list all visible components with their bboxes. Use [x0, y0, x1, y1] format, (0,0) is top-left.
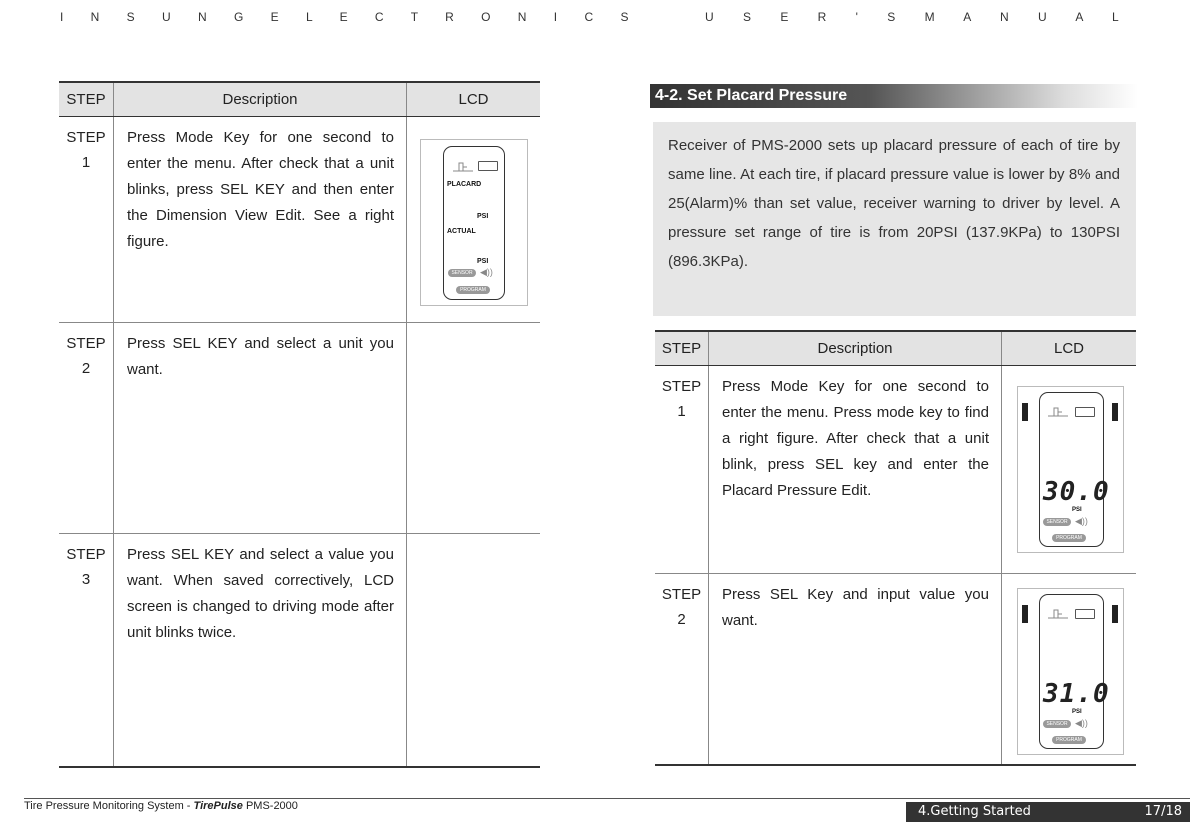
- battery-icon: [478, 161, 498, 171]
- step-cell: [655, 365, 709, 573]
- step-label: STEP: [66, 334, 106, 352]
- section-intro: Receiver of PMS-2000 sets up placard pressure of each of tire by same line. At each tire, if placard pressure value is lower by 8% and 25(Alarm)% than set value, receiver warning to driver by level. A pressure set range of tire is from 20PSI (137.9KPa) to 130PSI (896.3KPa).: [653, 122, 1136, 316]
- lcd-psi-label: PSI: [477, 212, 489, 220]
- step-number: 1: [81, 153, 91, 171]
- speaker-icon: ◀)): [1075, 515, 1088, 526]
- step-cell: [59, 116, 114, 322]
- right-step-table: [655, 330, 1136, 766]
- footer-product: [24, 800, 298, 812]
- sensor-indicator: SENSOR: [1043, 518, 1071, 526]
- step-description: Press Mode Key for one second to enter the menu. Press mode key to find a right figure. After check that a unit blink, press SEL key and enter the Placard Pressure Edit.: [709, 365, 1002, 573]
- lcd-pressure-value: 31.0: [1043, 678, 1110, 709]
- tire-icon: [1046, 404, 1070, 418]
- lcd-pressure-value: 30.0: [1043, 476, 1110, 507]
- battery-icon: [1075, 609, 1095, 619]
- footer-prefix: Tire Pressure Monitoring System -: [24, 800, 191, 812]
- step-label: STEP: [661, 377, 702, 395]
- col-header-description: Description: [709, 331, 1002, 365]
- program-indicator: PROGRAM: [1052, 534, 1086, 542]
- step-cell: [655, 573, 709, 765]
- program-indicator: PROGRAM: [456, 286, 490, 294]
- lcd-cell: [407, 116, 541, 322]
- sensor-indicator: SENSOR: [448, 269, 476, 277]
- header-left: I N S U N G E L E C T R O N I C S: [60, 10, 638, 24]
- lcd-figure: [1017, 588, 1124, 755]
- brand-logo: TirePulse: [193, 800, 243, 812]
- table-row: [59, 322, 540, 533]
- lcd-placard-label: PLACARD: [447, 180, 482, 188]
- step-description: Press SEL KEY and select a unit you want.: [114, 322, 407, 533]
- lcd-cell: [1002, 365, 1137, 573]
- sensor-indicator: SENSOR: [1043, 720, 1071, 728]
- program-indicator: PROGRAM: [1052, 736, 1086, 744]
- table-row: [655, 573, 1136, 765]
- section-title: 4-2. Set Placard Pressure: [650, 84, 1138, 108]
- lcd-psi-label-2: PSI: [477, 257, 489, 265]
- table-row: [59, 533, 540, 767]
- step-cell: [59, 533, 114, 767]
- step-label: STEP: [66, 545, 106, 563]
- col-header-step: STEP: [59, 82, 114, 116]
- left-step-table: [59, 81, 540, 768]
- tire-icon: [1046, 606, 1070, 620]
- step-label: STEP: [66, 128, 106, 146]
- step-label: STEP: [661, 585, 702, 603]
- col-header-lcd: LCD: [407, 82, 541, 116]
- lcd-psi-label: PSI: [1072, 708, 1082, 715]
- lcd-cell: [407, 533, 541, 767]
- left-blink-bar: [1022, 403, 1028, 421]
- step-number: 2: [81, 359, 91, 377]
- speaker-icon: ◀)): [1075, 717, 1088, 728]
- lcd-figure: [420, 139, 528, 306]
- lcd-figure: [1017, 386, 1124, 553]
- step-description: Press SEL KEY and select a value you want. When saved correctively, LCD screen is changed to driving mode after unit blinks twice.: [114, 533, 407, 767]
- step-number: 2: [677, 610, 686, 628]
- lcd-screen: [443, 146, 505, 300]
- table-row: [59, 116, 540, 322]
- step-number: 3: [81, 570, 91, 588]
- speaker-icon: ◀)): [480, 266, 493, 277]
- right-blink-bar: [1112, 403, 1118, 421]
- lcd-screen: [1039, 392, 1110, 547]
- tire-icon: [451, 159, 475, 173]
- page-number: 17/18: [1144, 804, 1182, 819]
- footer-section-bar: [906, 802, 1190, 822]
- right-blink-bar: [1112, 605, 1118, 623]
- step-description: Press SEL Key and input value you want.: [709, 573, 1002, 765]
- battery-icon: [1075, 407, 1095, 417]
- lcd-screen: [1039, 594, 1110, 749]
- step-cell: [59, 322, 114, 533]
- lcd-actual-label: ACTUAL: [447, 227, 476, 235]
- footer-model: PMS-2000: [245, 800, 298, 812]
- left-blink-bar: [1022, 605, 1028, 623]
- header-right: U S E R ' S M A N U A L: [705, 10, 1129, 24]
- lcd-psi-label: PSI: [1072, 506, 1082, 513]
- col-header-lcd: LCD: [1002, 331, 1137, 365]
- footer-section: 4.Getting Started: [918, 804, 1031, 819]
- lcd-cell: [1002, 573, 1137, 765]
- footer-divider: [24, 798, 1190, 799]
- col-header-description: Description: [114, 82, 407, 116]
- table-row: [655, 365, 1136, 573]
- step-description: Press Mode Key for one second to enter the menu. After check that a unit blinks, press SEL KEY and then enter the Dimension View Edit. See a right figure.: [114, 116, 407, 322]
- col-header-step: STEP: [655, 331, 709, 365]
- step-number: 1: [677, 402, 686, 420]
- lcd-cell: [407, 322, 541, 533]
